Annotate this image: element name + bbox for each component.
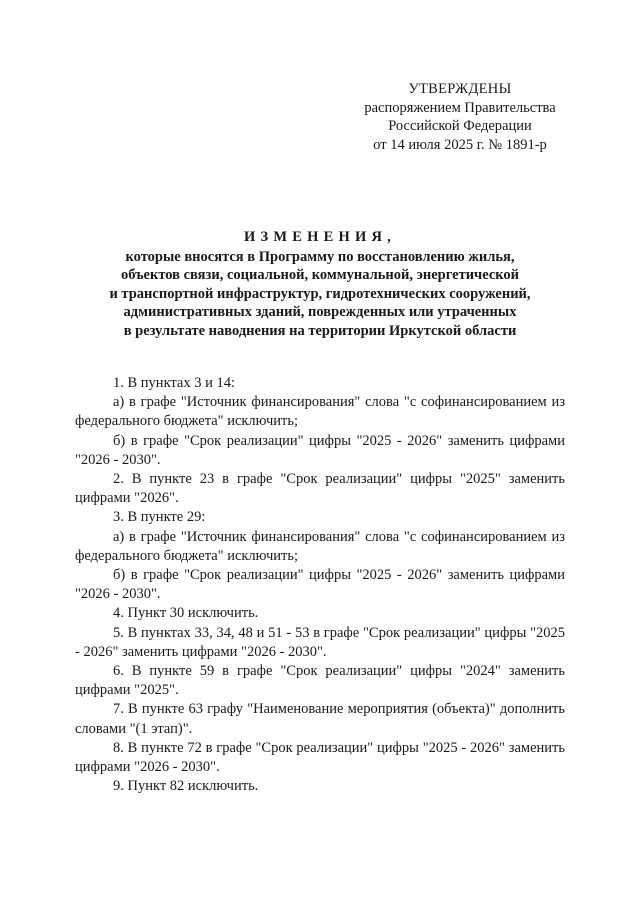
title-main: ИЗМЕНЕНИЯ,	[244, 229, 396, 245]
item-3: 3. В пункте 29:	[113, 509, 206, 526]
item-6: 6. В пункте 59 в графе "Срок реализации" цифры "2024" заменить цифрами "2025".	[75, 663, 565, 699]
item-4: 4. Пункт 30 исключить.	[113, 605, 259, 622]
item-5: 5. В пунктах 33, 34, 48 и 51 - 53 в графе "Срок реализации" цифры "2025 - 2026" заменить цифрами "2026 - 2030".	[75, 624, 565, 660]
item-1: 1. В пунктах 3 и 14:	[113, 375, 236, 391]
item-8: 8. В пункте 72 в графе "Срок реализации" цифры "2025 - 2026" заменить цифрами "2026 - 2030".	[75, 739, 565, 776]
item-1a: а) в графе "Источник финансирования" слова "с софинансированием из федерального бюджета" исключить;	[75, 394, 565, 430]
title-subline: и транспортной инфраструктур, гидротехнических сооружений,	[109, 285, 531, 302]
title-subline: административных зданий, поврежденных или утраченных	[123, 304, 517, 320]
title-subline: объектов связи, социальной, коммунальной, энергетической	[120, 267, 520, 283]
item-3a: а) в графе "Источник финансирования" слова "с софинансированием из федерального бюджета" исключить;	[75, 528, 565, 564]
item-1b: б) в графе "Срок реализации" цифры "2025 - 2026" заменить цифрами "2026 - 2030".	[75, 432, 565, 468]
approval-line-2: Российской Федерации	[388, 118, 532, 134]
document-body	[75, 374, 565, 796]
title-subline: которые вносятся в Программу по восстановлению жилья,	[125, 248, 515, 265]
item-2: 2. В пункте 23 в графе "Срок реализации" цифры "2025" заменить цифрами "2026".	[75, 471, 565, 507]
approval-block	[330, 80, 590, 154]
approval-line-1: распоряжением Правительства	[364, 99, 556, 116]
item-3b: б) в графе "Срок реализации" цифры "2025 - 2026" заменить цифрами "2026 - 2030".	[75, 567, 565, 603]
approval-line-3: от 14 июля 2025 г. № 1891-р	[373, 136, 547, 153]
title-subline: в результате наводнения на территории Иркутской области	[123, 322, 517, 339]
document-title	[62, 228, 578, 340]
approval-heading: УТВЕРЖДЕНЫ	[408, 81, 512, 97]
item-7: 7. В пункте 63 графу "Наименование мероприятия (объекта)" дополнить словами "(1 этап)".	[75, 701, 565, 737]
item-9: 9. Пункт 82 исключить.	[113, 778, 259, 795]
